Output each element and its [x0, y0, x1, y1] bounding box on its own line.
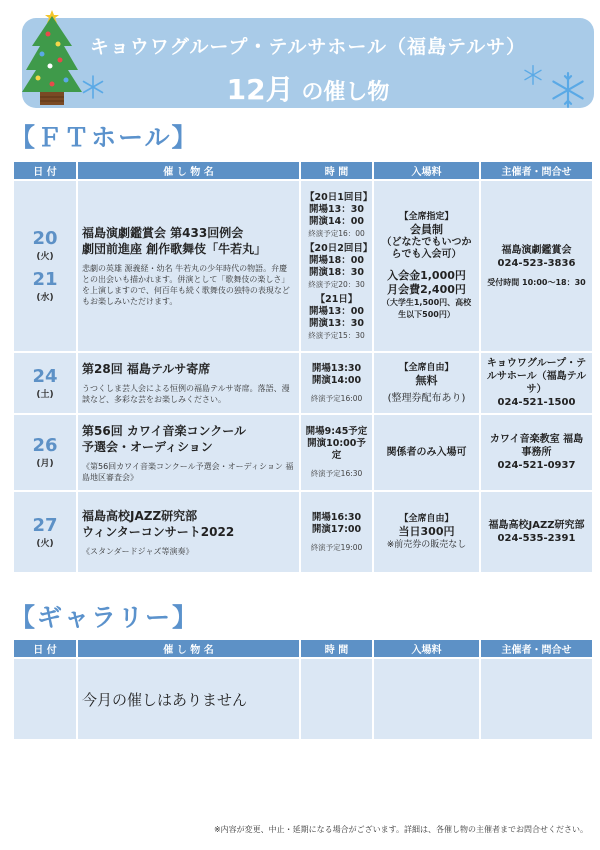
event-title: 福島高校JAZZ研究部 [82, 508, 198, 523]
event-date: 26 (月) [14, 415, 76, 490]
event-organizer: 福島演劇鑑賞会 024-523-3836 受付時間 10:00～18：30 [481, 181, 592, 351]
event-date: 27 (火) [14, 492, 76, 572]
event-organizer: 福島高校JAZZ研究部 024-535-2391 [481, 492, 592, 572]
gallery-heading: 【ギャラリー】 [10, 603, 200, 632]
month-heading [22, 68, 594, 108]
empty-cell [14, 659, 76, 739]
empty-message: 今月の催しはありません [82, 690, 248, 709]
month-number: 12月 [226, 73, 294, 106]
event-title: 第56回 カワイ音楽コンクール [82, 423, 247, 438]
ft-hall-heading: 【ＦＴホール】 [10, 123, 199, 152]
col-date: 日 付 [14, 640, 76, 657]
footer-note: ※内容が変更、中止・延期になる場合がございます。詳細は、各催し物の主催者までお問合せください。 [213, 825, 588, 834]
col-time: 時 間 [301, 162, 372, 179]
event-fee: 【全席指定】 会員制 （どなたでもいつからでも入会可） 入会金1,000円 月会費2,400円 （大学生1,500円、高校生以下500円） [374, 181, 479, 351]
col-organizer: 主催者・問合せ [481, 640, 592, 657]
event-info [78, 353, 299, 413]
event-organizer: カワイ音楽教室 福島事務所 024-521-0937 [481, 415, 592, 490]
table-row [14, 181, 592, 351]
event-organizer: キョウワグループ・テルサホール（福島テルサ） 024-521-1500 [481, 353, 592, 413]
event-description: 《第56回カワイ音楽コンクール予選会・オーディション 福島地区審査会》 [82, 461, 294, 482]
table-row [14, 415, 592, 490]
event-description: 《スタンダードジャズ等演奏》 [82, 546, 194, 556]
event-time: 開場9:45予定 開演10:00予定 終演予定16:30 [301, 415, 372, 490]
event-description: 悲劇の英雄 源義経・幼名 牛若丸の少年時代の物語。弁慶との出会いも描かれます。併演として「歌舞伎の楽しさ」を上演しますので、何百年も続く歌舞伎の独特の表現などもお楽しみいただけます。 [82, 264, 290, 306]
christmas-tree-icon [20, 2, 84, 106]
event-date: 24 (土) [14, 353, 76, 413]
event-info [78, 415, 299, 490]
col-event: 催 し 物 名 [78, 162, 299, 179]
header-banner [22, 18, 594, 108]
ft-hall-table [12, 160, 594, 574]
event-time: 開場13:30 開演14:00 終演予定16:00 [301, 353, 372, 413]
event-date: 20 (火) 21 (水) [14, 181, 76, 351]
col-organizer: 主催者・問合せ [481, 162, 592, 179]
col-fee: 入場料 [374, 640, 479, 657]
table-row [14, 492, 592, 572]
event-description: うつくしま芸人会による恒例の福島テルサ寄席。落語、漫談など、多彩な芸をお楽しみください。 [82, 384, 290, 404]
event-title: 劇団前進座 創作歌舞伎「牛若丸」 [82, 242, 267, 256]
col-date: 日 付 [14, 162, 76, 179]
snowflake-icon [548, 70, 588, 110]
event-fee: 【全席自由】 無料 (整理券配布あり) [374, 353, 479, 413]
month-suffix: の催し物 [301, 80, 390, 105]
col-time: 時 間 [301, 640, 372, 657]
event-title: 福島演劇鑑賞会 第433回例会 [82, 226, 244, 240]
page-title: キョウワグループ・テルサホール（福島テルサ） [89, 36, 527, 58]
event-title: ウィンターコンサート2022 [82, 524, 235, 539]
event-title: 予選会・オーディション [82, 439, 213, 454]
empty-cell [301, 659, 372, 739]
table-header-row [14, 162, 592, 179]
empty-cell [374, 659, 479, 739]
event-info [78, 492, 299, 572]
snowflake-icon [80, 74, 106, 100]
col-event: 催 し 物 名 [78, 640, 299, 657]
event-time: 開場16:30 開演17:00 終演予定19:00 [301, 492, 372, 572]
empty-cell [481, 659, 592, 739]
table-row [14, 353, 592, 413]
snowflake-icon [522, 64, 544, 86]
event-time: 【20日1回目】 開場13：30 開演14：00 終演予定16：00 【20日2回目】 開場18：00 開演18：30 終演予定20：30 【21日】 開場13：00 開演13：30 終演予定15：30 [301, 181, 372, 351]
event-title: 第28回 福島テルサ寄席 [82, 362, 211, 376]
gallery-table [12, 638, 594, 741]
table-row [14, 659, 592, 739]
event-info [78, 181, 299, 351]
col-fee: 入場料 [374, 162, 479, 179]
event-fee: 関係者のみ入場可 [374, 415, 479, 490]
empty-message-cell [78, 659, 299, 739]
table-header-row [14, 640, 592, 657]
event-fee: 【全席自由】 当日300円 ※前売券の販売なし [374, 492, 479, 572]
